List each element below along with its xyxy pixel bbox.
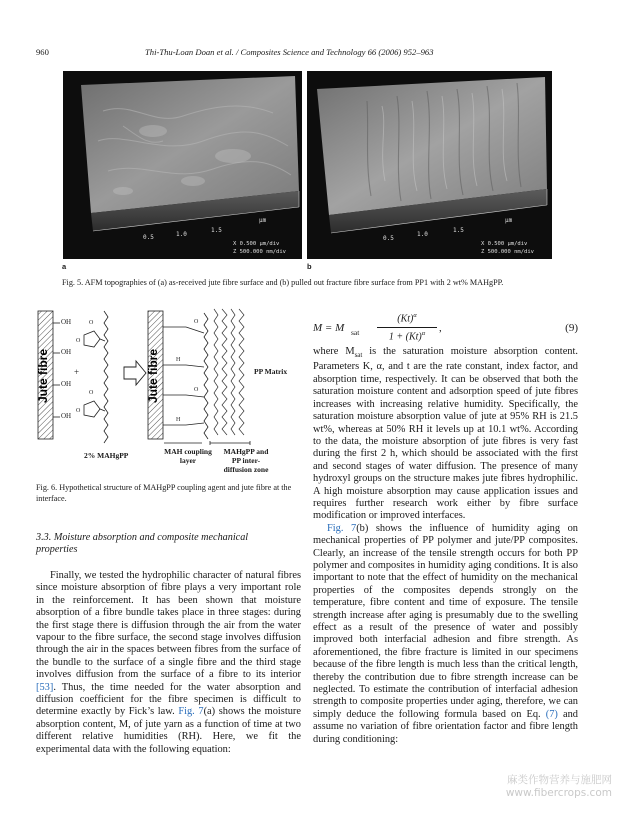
hydrogen-atom: H (176, 417, 181, 423)
fibre-label-right: Jute fibre (146, 349, 160, 404)
paragraph-where (313, 346, 578, 523)
eq-denominator (377, 330, 437, 342)
section-heading-line1: 3.3. Moisture absorption and composite mechanical (36, 532, 249, 543)
scale-x-text: X 0.500 μm/div (233, 241, 280, 247)
axis-tick: 0.5 (383, 235, 394, 242)
watermark (506, 774, 612, 800)
oh-group: OH (61, 348, 72, 356)
mah-layer-line1: MAH coupling (164, 447, 212, 456)
section-heading (36, 532, 301, 557)
eq-num-text: (Kt) (397, 313, 414, 325)
watermark-line2: www.fibercrops.com (505, 787, 612, 799)
pp-matrix-label: PP Matrix (254, 367, 288, 376)
eq-number: (9) (565, 322, 578, 334)
text-run: and assume no variation of fibre orientation factor and fibre length during conditioning: (313, 708, 578, 745)
panel-label-a: a (62, 262, 67, 271)
text-run: (b) shows the influence of humidity aging on mechanical properties of PP polymer and jute/PP composites. Clearly, an increase of the tensile strength occurs for both PP polymer and composites in humidity aging conditions. It is also important to note that the effect of humidity on the mechanical properties of the composites depends strongly on the temperature, fibre content and time of exposure. The tensile strength increase after aging is presumably due to the swelling effect as a result of the presence of water and possibly improved both interfacial adhesion and fibre strength. As aforementioned, the fibre fracture is limited in our specimens because of the fibre length is much less than the critical length, thereby the contribution due to fibre strength increase can be neglected. To estimate the contribution of interfacial adhesion strength to composite properties under aging, therefore, we can simply deduce the following formula based on Eq. (313, 522, 578, 720)
text-run: is the saturation moisture absorption content. Parameters K, α, and t are the rate constant, index factor, and absorption time, respectively. It can be observed that both the saturation moisture content and adsorption speed of jute fibres increases with increasing relative humidity. Specifically, the saturation moisture absorption value of jute at 95% RH is 21.5 wt%, whereas at 50% RH it levels up at 10.1 wt%. According to the data, the moisture absorption of jute fibres is very fast during the first 2 h, which should be associated with the first and second stages of water diffusion. The presence of many hydroxyl groups on the structure makes jute fibres hydrophilic. A high moisture absorption may cause application issues and requires further research work either by fibre surface modification or improved interfaces. (313, 346, 578, 522)
oxygen-atom: O (89, 390, 94, 396)
fraction-bar (377, 327, 437, 328)
oxygen-atom: O (76, 408, 81, 414)
page-number: 960 (36, 47, 49, 57)
axis-unit: μm (259, 217, 267, 224)
fig6-diagram (36, 305, 301, 475)
eq-tail: , (439, 322, 442, 334)
oxygen-atom: O (76, 338, 81, 344)
axis-tick: 1.0 (176, 231, 187, 238)
oxygen-atom: O (89, 320, 94, 326)
text-run: where M (313, 346, 355, 357)
oxygen-atom: O (194, 319, 199, 325)
scale-z-text: Z 500.000 nm/div (233, 249, 286, 255)
scale-x-text: X 0.500 μm/div (481, 241, 528, 247)
running-title: Thi-Thu-Loan Doan et al. / Composites Science and Technology 66 (2006) 952–963 (145, 47, 434, 57)
equation-9 (313, 312, 578, 346)
text-sub: sat (354, 351, 363, 360)
zone-line2: PP inter- (231, 456, 261, 465)
left-column-text (36, 570, 301, 756)
axis-tick: 0.5 (143, 234, 154, 241)
text-run: (a) shows the moisture absorption content, M, of jute yarn as a function of time at two different relative humidities (RH). Here, we fit the experimental data with the following equation: (36, 706, 301, 755)
axis-unit: μm (505, 217, 513, 224)
text-run: . Thus, the time needed for the water absorption and diffusion coefficient for the fibre specimen is difficult to determine exactly by Fick’s law. (36, 681, 301, 718)
eq7-link[interactable]: (7) (545, 708, 558, 720)
axis-tick: 1.5 (453, 227, 464, 234)
eq-den-text: 1 + (Kt) (388, 331, 422, 343)
eq-numerator (377, 312, 437, 324)
eq-den-sup: α (421, 330, 426, 337)
fig7-link[interactable]: Fig. 7 (327, 522, 357, 534)
oh-group: OH (61, 318, 72, 326)
eq-num-sup: α (413, 312, 417, 319)
watermark-line1: 麻类作物营养与施肥网 (507, 774, 612, 786)
scale-z-text: Z 500.000 nm/div (481, 249, 534, 255)
mah-layer-line2: layer (179, 456, 197, 465)
ref-53-link[interactable]: [53] (36, 681, 54, 693)
mahgpp-label: 2% MAHgPP (84, 451, 129, 460)
eq-lhs: M = M (313, 322, 345, 334)
zone-line1: MAHgPP and (223, 447, 269, 456)
oh-group: OH (61, 412, 72, 420)
plus-sign: + (74, 367, 80, 377)
paragraph-fig7b (313, 523, 578, 746)
oxygen-atom: O (194, 387, 199, 393)
fig6-caption: Fig. 6. Hypothetical structure of MAHgPP coupling agent and jute fibre at the interface. (36, 483, 292, 503)
oh-group: OH (61, 380, 72, 388)
axis-tick: 1.5 (211, 227, 222, 234)
section-heading-line2: properties (36, 544, 78, 556)
text-run: Finally, we tested the hydrophilic character of natural fibres since moisture absorption of fibre plays a very important role in the reinforcement. It has been shown that moisture absorption of a fibre bundle takes place in three stages: during the first stage there is diffusion through the air from the water vapour to the fibre surface, the second stage involves diffusion through the air in the spaces between fibres from the surface of the bundle to the surface of a single fibre and the third stage involves diffusion from the surface of a fibre to its interior (36, 570, 301, 681)
afm-image-b (307, 71, 552, 259)
mah-layer-label (162, 447, 214, 465)
right-column-text (313, 346, 578, 746)
panel-label-b: b (307, 262, 312, 271)
zone-line3: diffusion zone (223, 465, 269, 474)
hydrogen-atom: H (176, 357, 181, 363)
interdiffusion-label (216, 447, 276, 474)
fibre-label-left: Jute fibre (36, 349, 50, 404)
afm-image-a (63, 71, 302, 259)
axis-tick: 1.0 (417, 231, 428, 238)
paragraph-moisture (36, 570, 301, 756)
fig5-caption: Fig. 5. AFM topographies of (a) as-received jute fibre surface and (b) pulled out fracture fibre surface from PP1 with 2 wt% MAHgPP. (62, 278, 504, 287)
fig7-link[interactable]: Fig. 7 (178, 706, 204, 718)
eq-lhs-sub: sat (351, 328, 360, 337)
